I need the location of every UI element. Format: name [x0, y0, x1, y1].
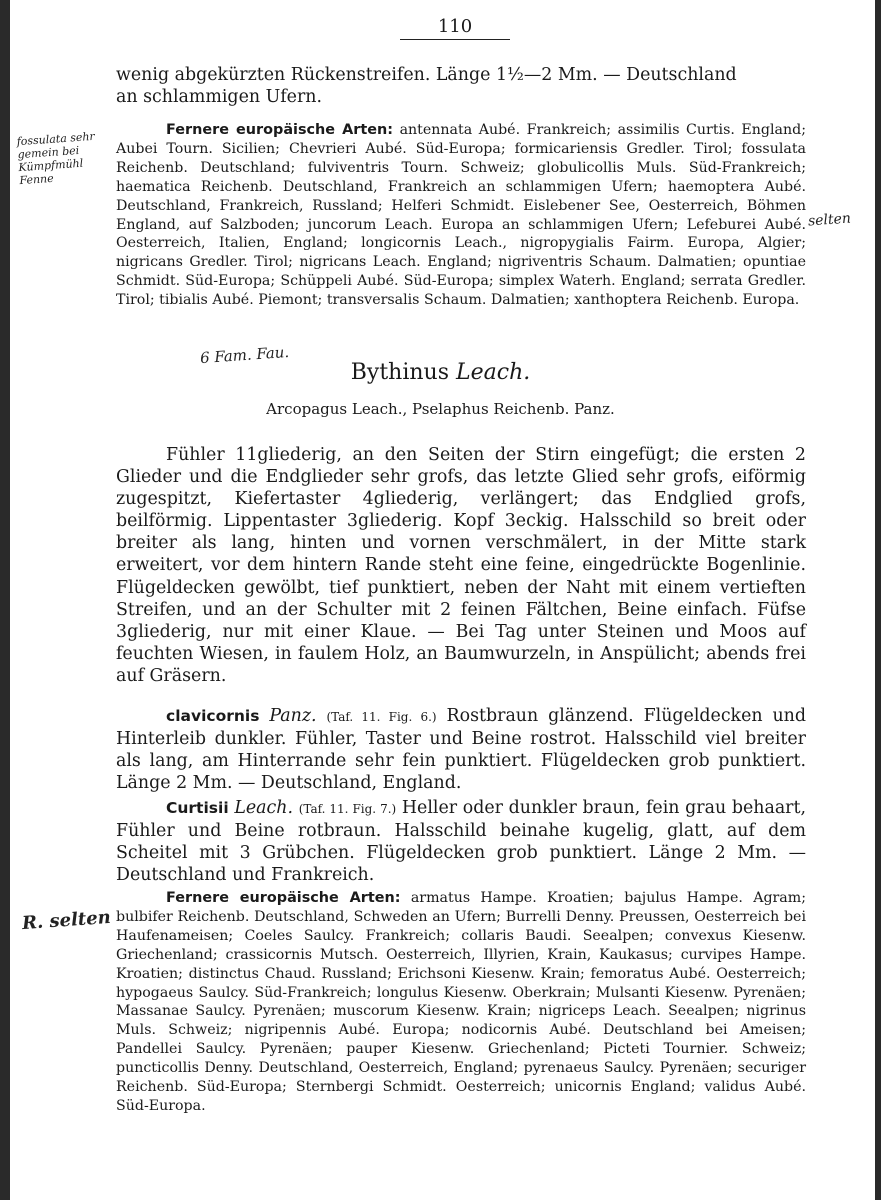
continuation-line-2: an schlammigen Ufern. [116, 87, 323, 108]
other-species-paragraph-1 [116, 121, 806, 310]
handwritten-note-right-1: selten [807, 210, 852, 230]
other-species-heading-1: Fernere europäische Arten: [166, 122, 393, 138]
continuation-line-1: wenig abgekürzten Rückenstreifen. Länge 1½—2 Mm. — Deutschland [116, 65, 737, 85]
other-species-paragraph-2 [116, 889, 806, 1116]
species-curtisii [116, 797, 806, 886]
genus-description: Fühler 11gliederig, an den Seiten der Stirn eingefügt; die ersten 2 Glieder und die Endglieder sehr grofs, das letzte Glied sehr grofs, eiförmig zugespitzt, Kiefertaster 4gliederig, verlängert; das Endglied grofs, beilförmig. Lippentaster 3gliederig. Kopf 3eckig. Halsschild so breit oder breiter als lang, hinten und vornen verschmälert, in der Mitte stark erweitert, vor dem hintern Rande steht eine feine, eingedrückte Bogenlinie. Flügeldecken gewölbt, tief punktiert, neben der Naht mit einem vertieften Streifen, und an der Schulter mit 2 feinen Fältchen, Beine einfach. Füfse 3gliederig, nur mit einer Klaue. — Bei Tag unter Steinen und Moos auf feuchten Wiesen, in faulem Holz, an Baumwurzeln, in Anspülicht; abends frei auf Gräsern. [116, 445, 806, 686]
species-figure-ref: (Taf. 11. Fig. 7.) [298, 802, 397, 816]
handwritten-note-left-2: R. selten [21, 906, 112, 935]
species-description: Rostbraun glänzend. Flügeldecken und Hinterleib dunkler. Fühler, Taster und Beine rostrot. Halsschild viel breiter als lang, am Hinterrande sehr fein punktiert. Flügeldecken grob punktiert. Länge 2 Mm. — Deutschland, England. [116, 706, 807, 794]
page-right-shadow [875, 0, 881, 1200]
species-description: Heller oder dunkler braun, fein grau behaart, Fühler und Beine rotbraun. Halsschild beinahe kugelig, glatt, auf dem Scheitel mit 3 Grübchen. Flügeldecken grob punktiert. Länge 2 Mm. — Deutschland und Frankreich. [116, 798, 807, 886]
other-species-text-2: armatus Hampe. Kroatien; bajulus Hampe. Agram; bulbifer Reichenb. Deutschland, Schweden an Ufern; Burrelli Denny. Preussen, Oesterreich bei Haufenameisen; Coeles Saulcy. Frankreich; collaris Baudi. Seealpen; convexus Kiesenw. Griechenland; crassicornis Mutsch. Oesterreich, Illyrien, Krain, Kaukasus; curvipes Hampe. Kroatien; distinctus Chaud. Russland; Erichsoni Kiesenw. Krain; femoratus Aubé. Oesterreich; hypogaeus Saulcy. Süd-Frankreich; longulus Kiesenw. Oberkrain; Mulsanti Kiesenw. Pyrenäen; Massanae Saulcy. Pyrenäen; muscorum Kiesenw. Krain; nigriceps Leach. Seealpen; nigrinus Muls. Schweiz; nigripennis Aubé. Europa; nodicornis Aubé. Deutschland bei Ameisen; Pandellei Saulcy. Pyrenäen; pauper Kiesenw. Griechenland; Picteti Tournier. Schweiz; puncticollis Denny. Deutschland, Oesterreich, England; pyrenaeus Saulcy. Pyrenäen; securiger Reichenb. Süd-Europa; Sternbergi Schmidt. Oesterreich; unicornis England; validus Aubé. Süd-Europa. [116, 890, 806, 1114]
handwritten-note-genus: 6 Fam. Fau. [199, 342, 290, 368]
other-species-heading-2: Fernere europäische Arten: [166, 890, 401, 906]
other-species-text-1: antennata Aubé. Frankreich; assimilis Curtis. England; Aubei Tourn. Sicilien; Chevrieri Aubé. Süd-Europa; formicariensis Gredler. Tirol; fossulata Reichenb. Deutschland; fulviventris Tourn. Schweiz; globulicollis Muls. Süd-Frankreich; haematica Reichenb. Deutschland, Frankreich an schlammigen Ufern; haemoptera Aubé. Deutschland, Frankreich, Russland; Helferi Schmidt. Eislebener See, Oesterreich, Böhmen England, auf Salzboden; juncorum Leach. Europa an schlammigen Ufern; Lefeburei Aubé. Oesterreich, Italien, England; longicornis Leach., nigropygialis Fairm. Europa, Algier; nigricans Gredler. Tirol; nigricans Leach. England; nigriventris Schaum. Dalmatien; opuntiae Schmidt. Süd-Europa; Schüppeli Aubé. Süd-Europa; simplex Waterh. England; serrata Gredler. Tirol; tibialis Aubé. Piemont; transversalis Schaum. Dalmatien; xanthoptera Reichenb. Europa. [116, 122, 806, 309]
species-name: clavicornis [166, 707, 260, 725]
species-name: Curtisii [166, 799, 229, 817]
handwritten-note-left-1: fossulata sehr gemein bei Kümpfmühl Fenne [16, 129, 96, 188]
species-figure-ref: (Taf. 11. Fig. 6.) [326, 710, 437, 724]
species-author: Panz. [269, 706, 317, 726]
genus-name: Bythinus [350, 360, 450, 385]
genus-title [0, 360, 881, 385]
page-number: 110 [400, 16, 510, 40]
continuation-paragraph [116, 64, 806, 108]
page-left-shadow [0, 0, 10, 1200]
genus-author: Leach. [456, 360, 531, 385]
species-clavicornis [116, 705, 806, 794]
species-author: Leach. [234, 798, 294, 818]
genus-synonyms: Arcopagus Leach., Pselaphus Reichenb. Panz. [266, 400, 615, 418]
